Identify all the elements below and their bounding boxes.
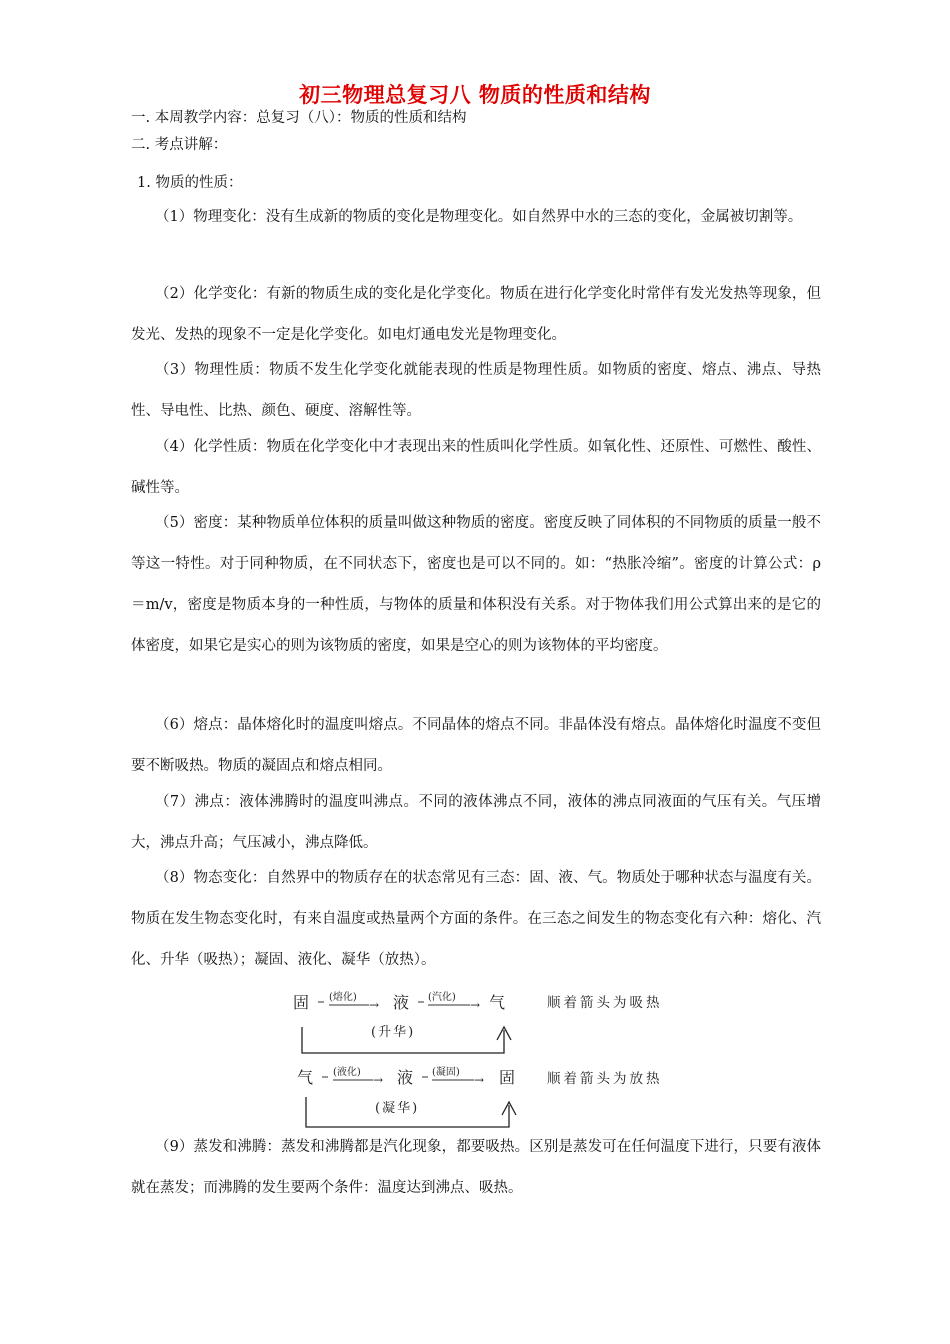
row1-arrow2-label: (汽化): [428, 992, 456, 1003]
paragraph-physical-property: （3）物理性质：物质不发生化学变化就能表现的性质是物理性质。如物质的密度、熔点、沸点、导热性、导电性、比热、颜色、硬度、溶解性等。: [131, 362, 821, 419]
row1-start: 固: [293, 993, 310, 1012]
row1-end: 气: [489, 993, 506, 1012]
row2-middle: 液: [397, 1068, 414, 1087]
paragraph-melting-point: （6）熔点：晶体熔化时的温度叫熔点。不同晶体的熔点不同。非晶体没有熔点。晶体熔化时温度不变但要不断吸热。物质的凝固点和熔点相同。: [131, 717, 821, 774]
state-change-diagram-svg: [285, 985, 705, 1135]
row2-bracket-label: (凝华): [375, 1101, 420, 1116]
course-content-line: 一. 本周教学内容：总复习（八）：物质的性质和结构: [131, 110, 467, 126]
paragraph-boiling-point: （7）沸点：液体沸腾时的温度叫沸点。不同的液体沸点不同，液体的沸点同液面的气压有关。气压增大，沸点升高；气压减小，沸点降低。: [131, 794, 821, 851]
row2-arrow1-label: (液化): [333, 1067, 361, 1078]
section-heading: 1. 物质的性质：: [137, 175, 243, 191]
row2-note: 顺着箭头为放热: [547, 1071, 663, 1087]
row1-arrow1-label: (熔化): [329, 992, 357, 1003]
key-points-heading: 二. 考点讲解：: [131, 137, 228, 153]
row2-arrow1-head: →: [373, 1073, 384, 1087]
row2-end: 固: [499, 1068, 516, 1087]
row1-arrow1-head: →: [369, 998, 380, 1012]
row1-middle: 液: [393, 993, 410, 1012]
paragraph-evaporation-boiling: （9）蒸发和沸腾：蒸发和沸腾都是汽化现象，都要吸热。区别是蒸发可在任何温度下进行，只要有液体就在蒸发；而沸腾的发生要两个条件：温度达到沸点、吸热。: [131, 1139, 821, 1196]
paragraph-density: （5）密度：某种物质单位体积的质量叫做这种物质的密度。密度反映了同体积的不同物质的质量一般不等这一特性。对于同种物质，在不同状态下，密度也是可以不同的。如：“热胀冷缩”。密度的计算公式：ρ＝m/v，密度是物质本身的一种性质，与物体的质量和体积没有关系。对于物体我们用公式算出来的是它的体密度，如果它是实心的则为该物质的密度，如果是空心的则为该物体的平均密度。: [131, 515, 821, 654]
paragraph-chemical-change: （2）化学变化：有新的物质生成的变化是化学变化。物质在进行化学变化时常伴有发光发热等现象，但发光、发热的现象不一定是化学变化。如电灯通电发光是物理变化。: [131, 286, 821, 343]
state-change-diagram: [285, 985, 705, 1135]
row2-start: 气: [297, 1068, 314, 1087]
document-title: 初三物理总复习八 物质的性质和结构: [299, 83, 651, 107]
paragraph-physical-change: （1）物理变化：没有生成新的物质的变化是物理变化。如自然界中水的三态的变化，金属被切割等。: [155, 209, 803, 225]
row1-arrow2-head: →: [470, 998, 481, 1012]
row1-bracket-label: (升华): [371, 1025, 416, 1040]
row2-arrow2-head: →: [474, 1073, 485, 1087]
paragraph-chemical-property: （4）化学性质：物质在化学变化中才表现出来的性质叫化学性质。如氧化性、还原性、可燃性、酸性、碱性等。: [131, 439, 821, 496]
row1-note: 顺着箭头为吸热: [547, 995, 663, 1011]
row2-arrow2-label: (凝固): [432, 1067, 460, 1078]
paragraph-state-change: （8）物态变化：自然界中的物质存在的状态常见有三态：固、液、气。物质处于哪种状态与温度有关。物质在发生物态变化时，有来自温度或热量两个方面的条件。在三态之间发生的物态变化有六种：熔化、汽化、升华（吸热）；凝固、液化、凝华（放热）。: [131, 870, 821, 968]
